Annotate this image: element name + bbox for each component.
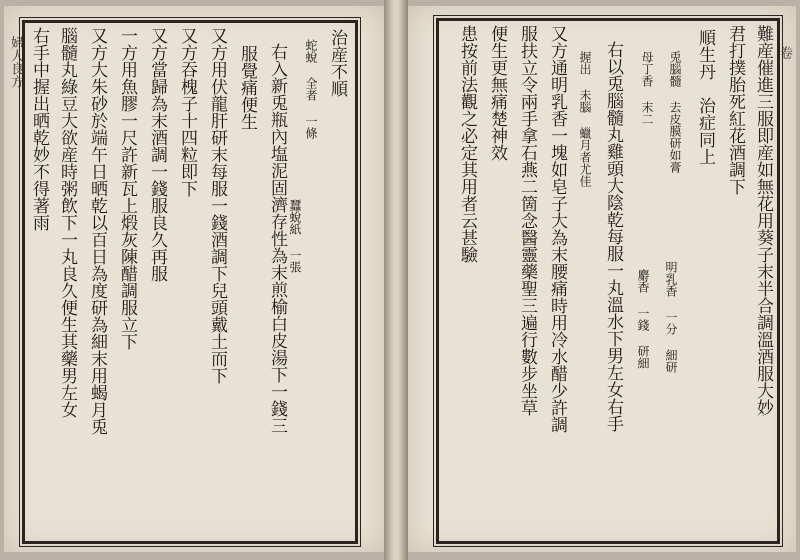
- left-col-1: 治産不順: [327, 29, 347, 97]
- left-col-7: 又方吞槐子十四粒即下: [177, 27, 197, 197]
- right-col-7: 麝香 一錢 研細: [636, 269, 650, 369]
- right-margin-label: 卷: [777, 46, 792, 59]
- left-col-12: 右手中握出晒乾妙不得著雨: [29, 27, 49, 231]
- right-col-8: 右以兎腦髓丸雞頭大陰乾每服一丸溫水下男左女右手: [603, 41, 623, 432]
- left-margin-label: 婦人良方: [8, 36, 23, 88]
- right-col-9: 握出 未腦 蠟月者尤佳: [578, 51, 592, 187]
- left-col-9: 一方用魚膠一尺許新瓦上煅灰陳醋調服立下: [117, 27, 137, 350]
- right-col-5: 母丁香 末二: [640, 51, 654, 125]
- left-col-6: 又方用伏龍肝研末每服一錢酒調下兒頭戴土而下: [207, 27, 227, 384]
- left-col-8: 又方當歸為末酒調一錢服良久再服: [147, 27, 167, 282]
- left-col-5: 服覺痛便生: [237, 45, 257, 130]
- right-col-1: 難産催進三服即産如無花用葵子末半合調溫酒服大妙: [753, 25, 773, 416]
- right-col-11: 服扶立令兩手拿石燕二箇念醫靈藥聖三遍行數步坐草: [517, 25, 537, 416]
- right-col-13: 患按前法觀之必定其用者云甚驗: [457, 25, 477, 263]
- right-col-12: 便生更無痛楚神效: [487, 25, 507, 161]
- left-col-10: 又方大朱砂於端午日晒乾以百日為度研為細末用蝎月兎: [87, 27, 107, 435]
- left-page: [4, 6, 384, 552]
- right-col-10: 又方通明乳香一塊如皂子大為末腰痛時用冷水醋少許調: [547, 25, 567, 433]
- right-col-3: 順生丹 治症同上: [695, 29, 715, 165]
- left-col-3: 蠶蛻紙 一張: [288, 199, 302, 273]
- book-gutter: [384, 0, 408, 560]
- right-col-6: 明乳香 一分 細研: [664, 261, 678, 373]
- right-page: [408, 6, 796, 552]
- right-col-2: 君打撲胎死紅花酒調下: [725, 25, 745, 195]
- left-col-4: 右入新兎瓶內塩泥固濟存性為末煎榆白皮湯下一錢三: [267, 43, 287, 434]
- left-page-frame: [22, 20, 358, 544]
- right-col-4: 兎腦髓 去皮膜研如膏: [668, 51, 682, 173]
- left-col-11: 腦髓丸綠豆大欲産時粥飲下一丸良久便生其藥男左女: [57, 27, 77, 418]
- right-page-frame: [436, 18, 780, 544]
- left-col-2: 蛇蛻 全者 一條: [304, 39, 318, 139]
